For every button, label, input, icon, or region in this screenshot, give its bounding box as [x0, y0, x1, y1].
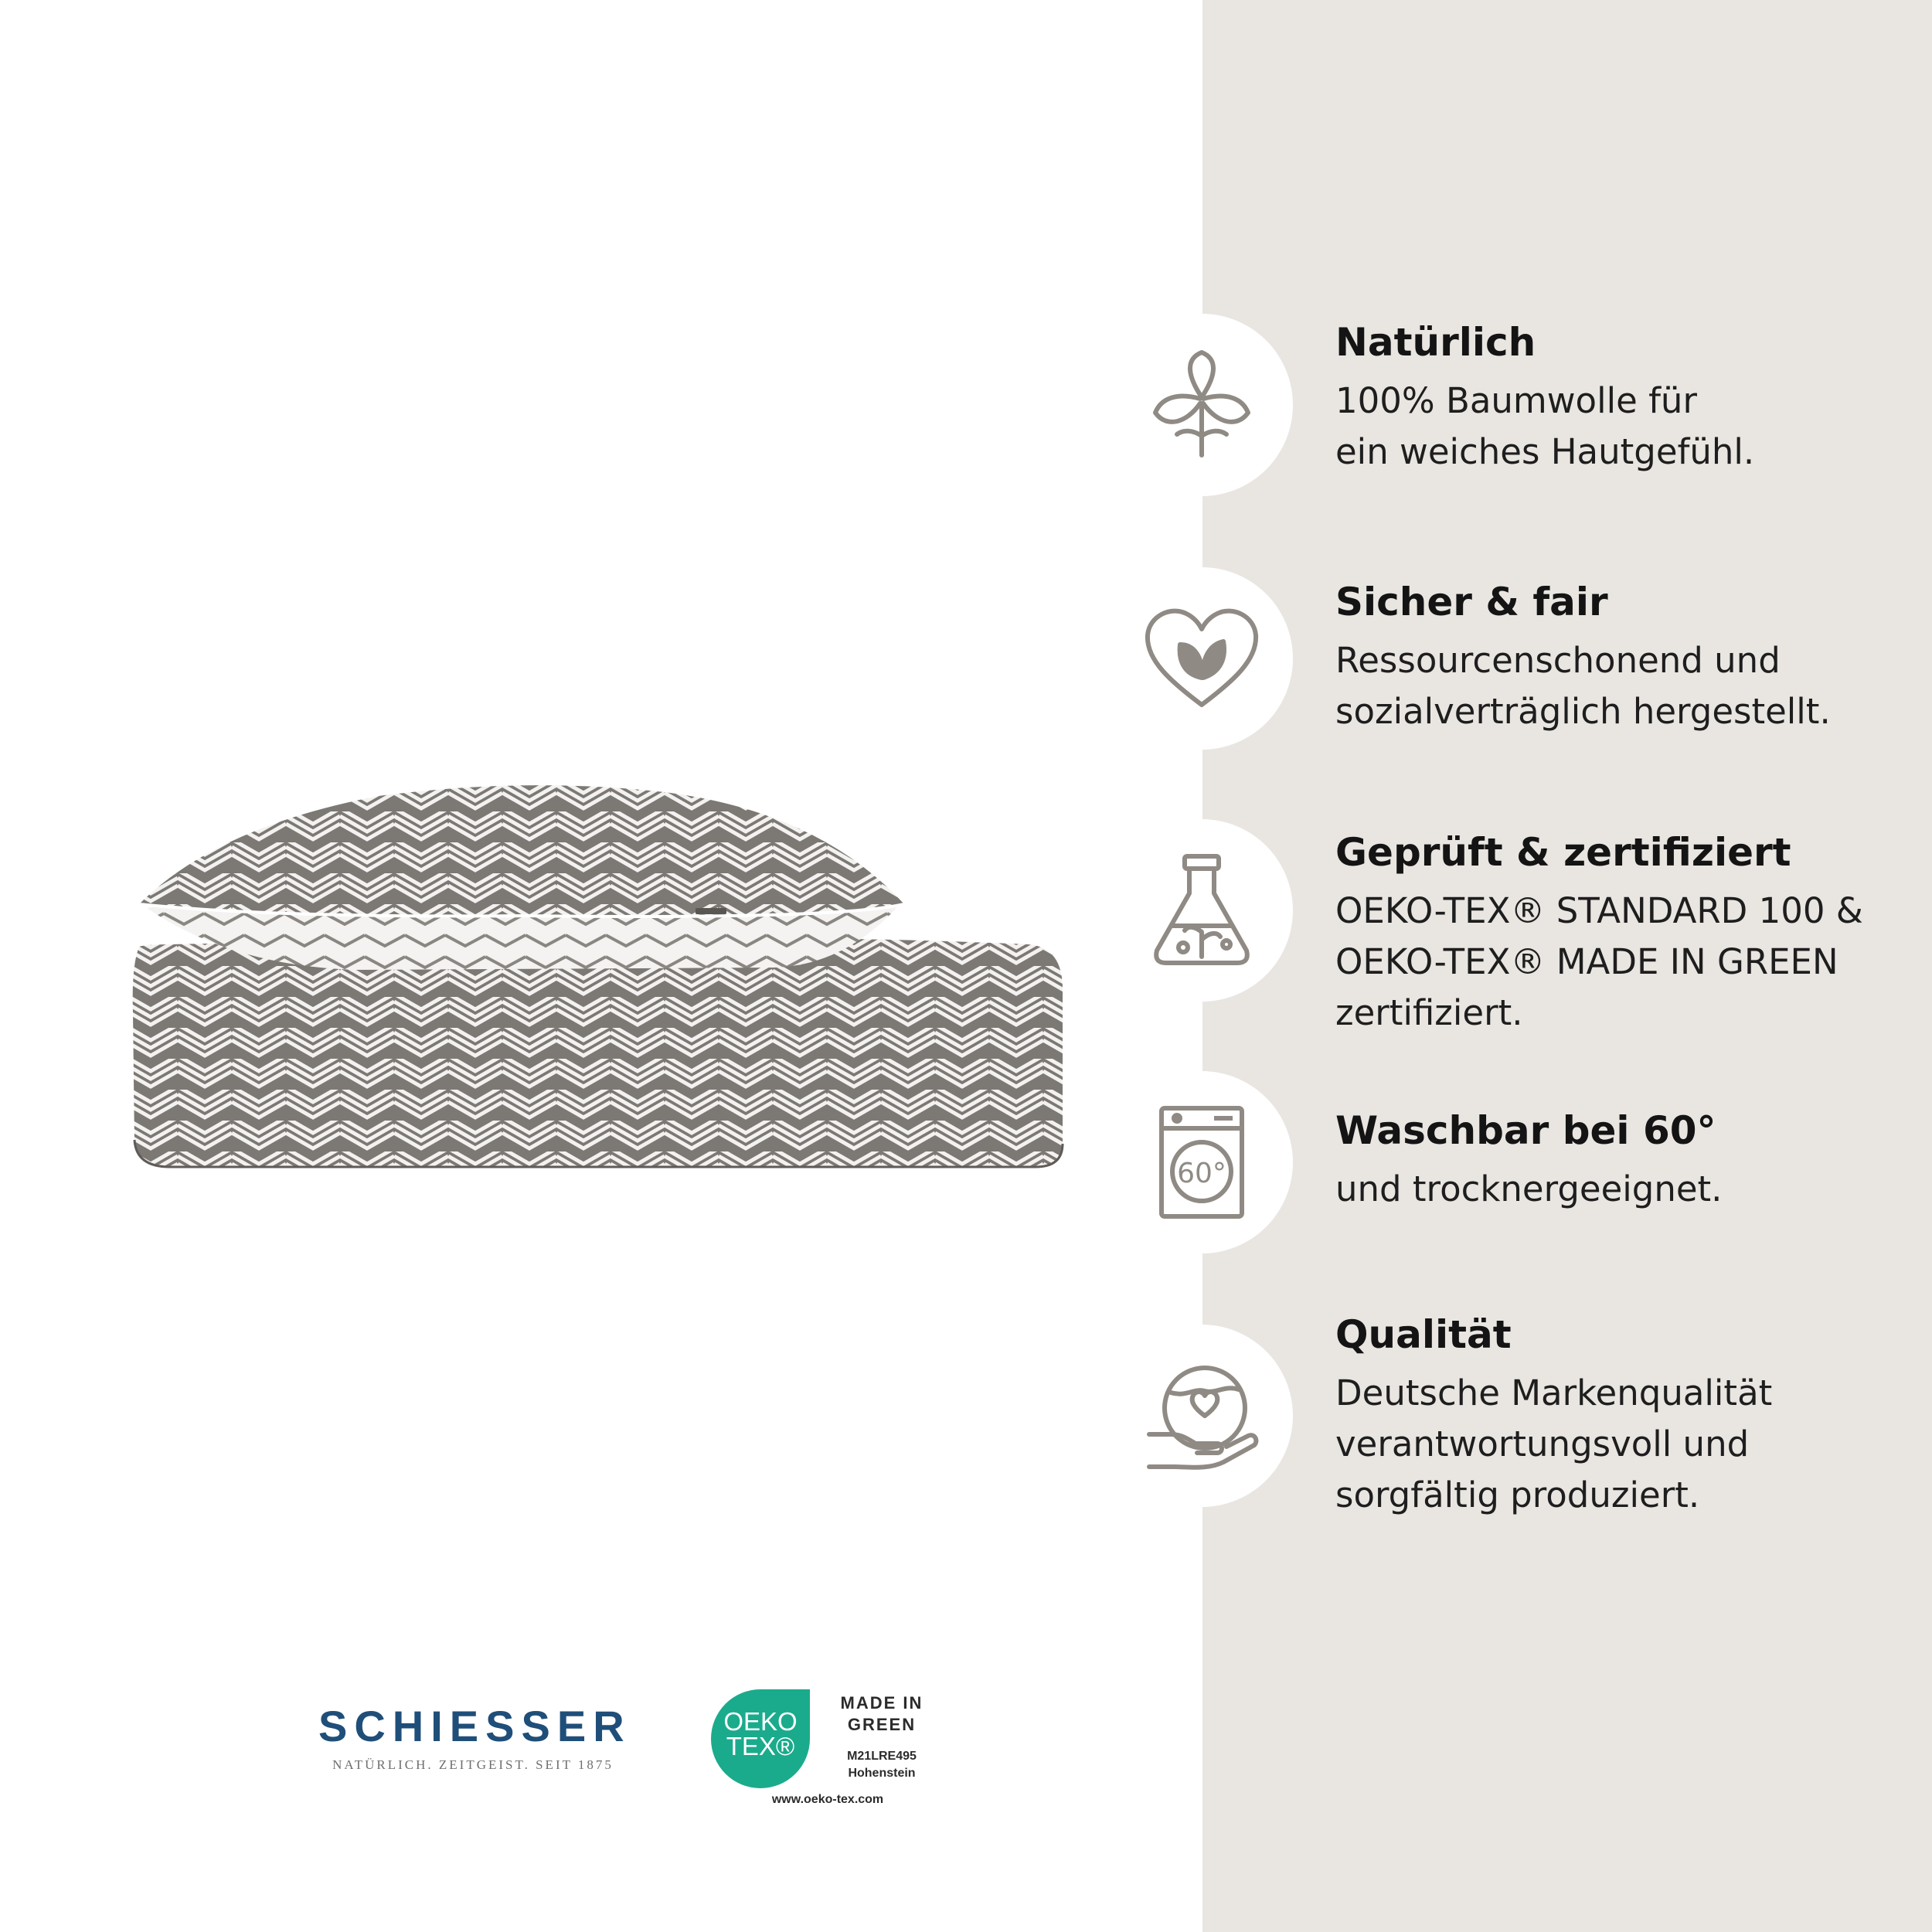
bedding-product-image — [124, 781, 1082, 1182]
certification-code: M21LRE495 Hohenstein — [847, 1750, 917, 1780]
feature-safe-fair — [1335, 578, 1907, 737]
flask-disc — [1111, 819, 1293, 1002]
heart-leaf-disc — [1111, 567, 1293, 750]
feature-title: Sicher & fair — [1335, 580, 1608, 624]
feature-title: Geprüft & zertifiziert — [1335, 830, 1791, 875]
feature-certified — [1335, 828, 1907, 1039]
oeko-tex-made-in-green-label — [708, 1679, 963, 1810]
quality-disc — [1111, 1325, 1293, 1507]
feature-natural — [1335, 318, 1907, 478]
brand-name: SCHIESSER — [318, 1702, 631, 1750]
feature-text: Deutsche Markenqualität verantwortungsvoll und sorgfältig produziert. — [1335, 1372, 1773, 1515]
feature-text: 100% Baumwolle für ein weiches Hautgefühl. — [1335, 380, 1755, 472]
washing-disc — [1111, 1071, 1293, 1253]
feature-quality — [1335, 1311, 1907, 1521]
feature-title: Natürlich — [1335, 320, 1536, 365]
cotton-disc — [1111, 314, 1293, 496]
feature-washable — [1335, 1107, 1907, 1215]
schiesser-logo — [318, 1702, 631, 1773]
feature-text: und trocknergeeignet. — [1335, 1168, 1723, 1209]
hand-globe-heart-icon — [1140, 1354, 1264, 1478]
made-in-green-text: MADE IN GREEN — [840, 1693, 923, 1734]
feature-text: OEKO-TEX® STANDARD 100 & OEKO-TEX® MADE IN GREEN zertifiziert. — [1335, 890, 1863, 1033]
lab-flask-icon — [1140, 849, 1264, 972]
duvet — [133, 938, 1063, 1167]
feature-title: Qualität — [1335, 1312, 1512, 1357]
heart-leaf-icon — [1140, 597, 1264, 720]
washing-temp-label: 60° — [1177, 1158, 1226, 1189]
washing-machine-icon — [1140, 1100, 1264, 1224]
cotton-flower-icon — [1140, 343, 1264, 467]
brand-tagline: NATÜRLICH. ZEITGEIST. SEIT 1875 — [332, 1757, 614, 1772]
oeko-tex-badge-text: OEKO TEX® — [723, 1707, 798, 1760]
feature-text: Ressourcenschonend und sozialverträglich hergestellt. — [1335, 640, 1831, 732]
feature-title: Waschbar bei 60° — [1335, 1108, 1716, 1153]
oeko-tex-url: www.oeko-tex.com — [771, 1793, 884, 1806]
pillow — [139, 785, 904, 917]
